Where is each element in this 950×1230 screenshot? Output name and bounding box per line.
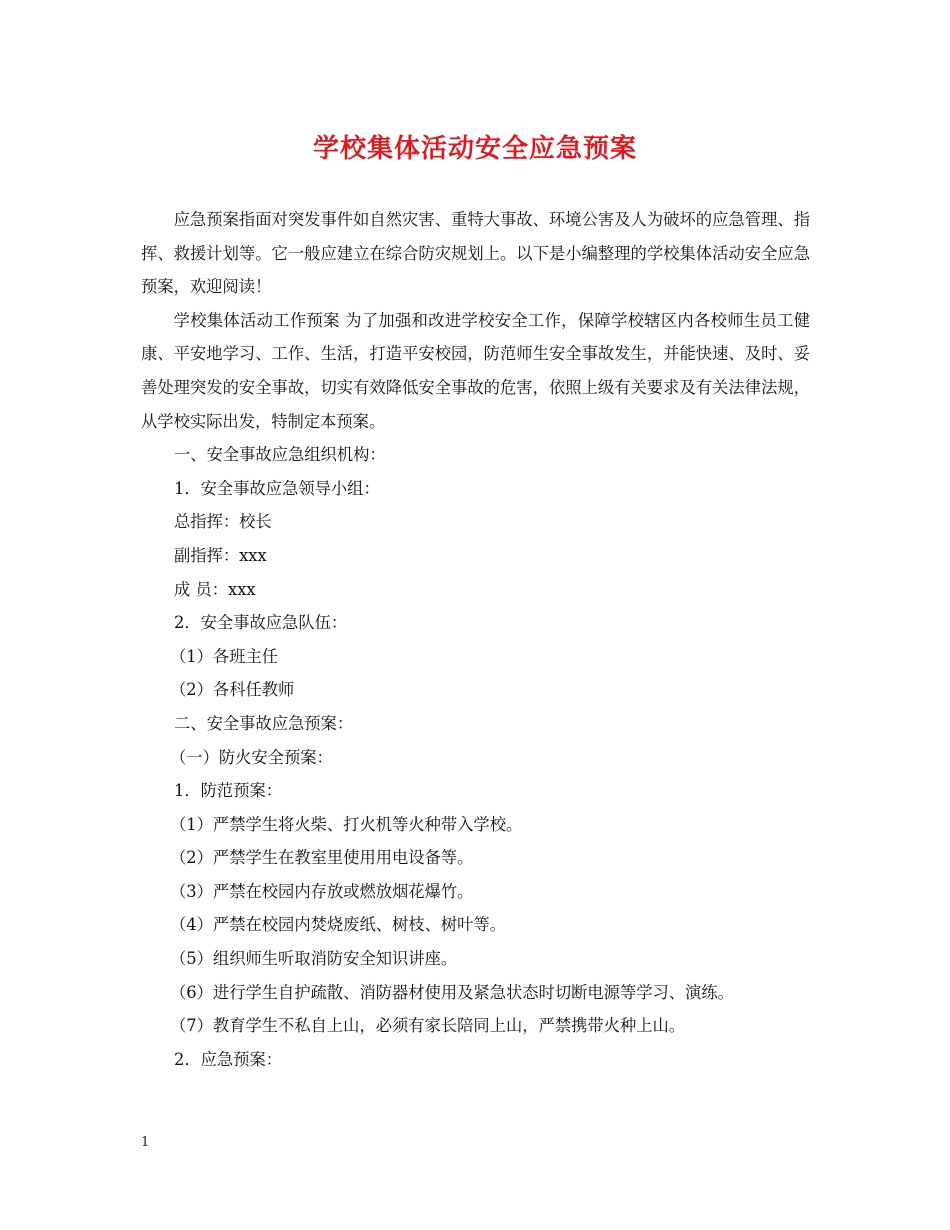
subheading-prevention-plan: 1．防范预案： — [174, 781, 283, 801]
list-item: （1）各班主任 — [170, 646, 279, 666]
list-item: （1）严禁学生将火柴、打火机等火种带入学校。 — [170, 814, 523, 834]
list-item: （7）教育学生不私自上山，必须有家长陪同上山，严禁携带火种上山。 — [170, 1016, 686, 1036]
intro-paragraph: 应急预案指面对突发事件如自然灾害、重特大事故、环境公害及人为破坏的应急管理、指挥、救援计划等。它一般应建立在综合防灾规划上。以下是小编整理的学校集体活动安全应急预案，欢迎阅读！ — [141, 210, 810, 297]
subheading-response-team: 2．安全事故应急队伍： — [174, 613, 348, 633]
document-title: 学校集体活动安全应急预案 — [312, 134, 637, 164]
list-item: （5）组织师生听取消防安全知识讲座。 — [170, 949, 458, 969]
subheading-leadership-group: 1．安全事故应急领导小组： — [174, 478, 380, 498]
deputy-commander-line: 副指挥：xxx — [174, 545, 267, 565]
section-heading-organization: 一、安全事故应急组织机构： — [174, 445, 386, 465]
subheading-fire-safety: （一）防火安全预案： — [170, 747, 333, 767]
plan-purpose-paragraph: 学校集体活动工作预案 为了加强和改进学校安全工作，保障学校辖区内各校师生员工健康、平安地学习、工作、生活，打造平安校园，防范师生安全事故发生，并能快速、及时、妥善处理突发的安全事故，切实有效降低安全事故的危害，依照上级有关要求及有关法律法规，从学校实际出发，特制定本预案。 — [141, 310, 810, 431]
list-item: （3）严禁在校园内存放或燃放烟花爆竹。 — [170, 881, 474, 901]
members-line: 成 员：xxx — [174, 579, 256, 599]
document-body — [141, 203, 810, 1076]
list-item: （2）各科任教师 — [170, 680, 295, 700]
list-item: （4）严禁在校园内焚烧废纸、树枝、树叶等。 — [170, 915, 506, 935]
section-heading-emergency-plan: 二、安全事故应急预案： — [174, 713, 354, 733]
subheading-response-plan: 2．应急预案： — [174, 1049, 283, 1069]
commander-line: 总指挥：校长 — [174, 512, 272, 532]
list-item: （6）进行学生自护疏散、消防器材使用及紧急状态时切断电源等学习、演练。 — [170, 982, 734, 1002]
list-item: （2）严禁学生在教室里使用用电设备等。 — [170, 848, 474, 868]
page-number: 1 — [141, 1135, 150, 1150]
